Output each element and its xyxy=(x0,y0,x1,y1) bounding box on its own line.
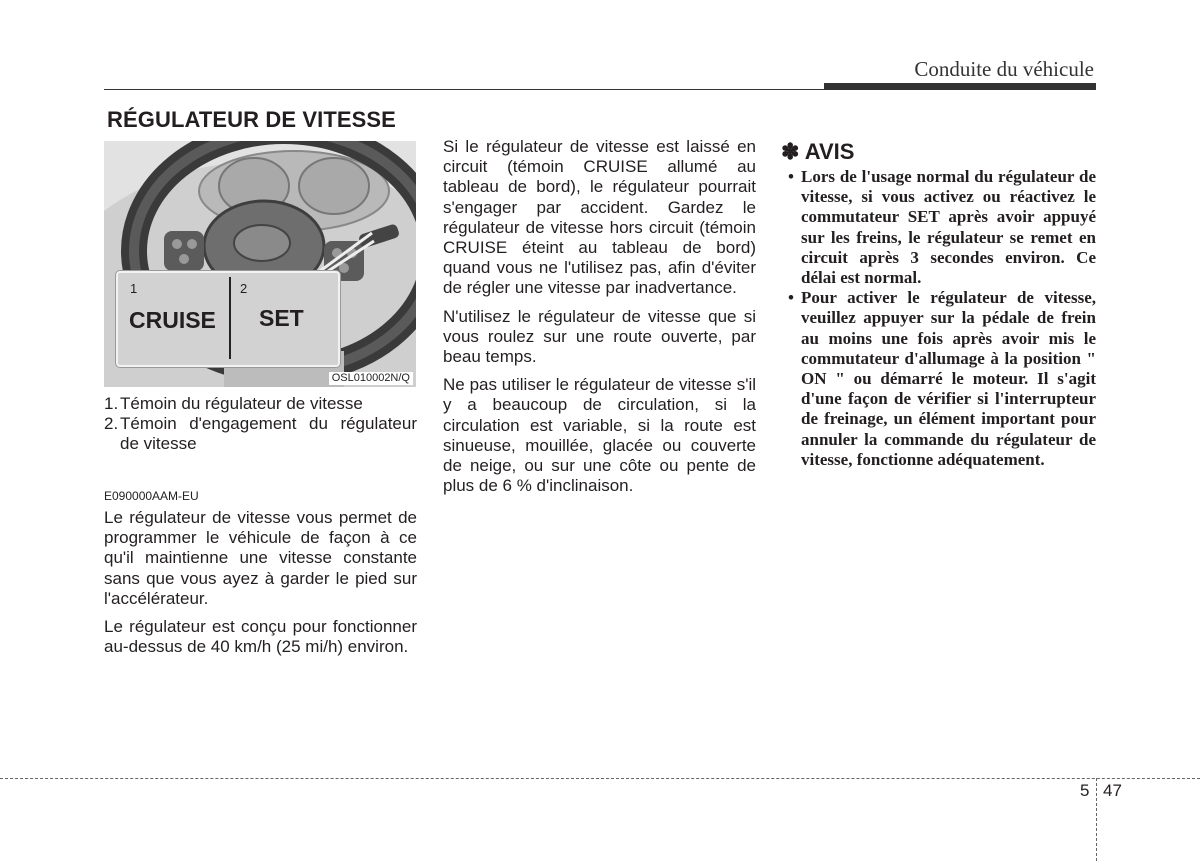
cruise-indicator-label: CRUISE xyxy=(129,307,216,333)
avis-item xyxy=(781,167,1096,288)
figure-code: OSL010002N/Q xyxy=(329,372,413,385)
paragraph: N'utilisez le régulateur de vitesse que si vous roulez sur une route ouverte, par beau temps. xyxy=(443,306,756,367)
footer-dashed-rule xyxy=(0,778,1200,779)
page-number: 47 xyxy=(1103,781,1122,800)
footer-dashed-divider xyxy=(1096,778,1097,861)
avis-title: AVIS xyxy=(804,139,855,164)
set-indicator-label: SET xyxy=(259,305,304,331)
running-header-title: Conduite du véhicule xyxy=(914,57,1094,81)
header-rule-thick xyxy=(824,83,1096,90)
legend-item-label: Témoin du régulateur de vitesse xyxy=(120,394,363,413)
avis-item xyxy=(781,288,1096,470)
avis-heading xyxy=(781,139,854,165)
intro-text xyxy=(104,508,417,665)
callout-number-2: 2 xyxy=(240,281,248,296)
paragraph: Si le régulateur de vitesse est laissé en circuit (témoin CRUISE allumé au tableau de bord), le régulateur pourrait s'engager par accident. Gardez le régulateur de vitesse hors circuit (témoin CRUISE éteint au tableau de bord) quand vous ne l'utilisez pas, afin d'éviter de régler une vitesse par inadvertance. xyxy=(443,137,756,298)
avis-item-text: Lors de l'usage normal du régulateur de vitesse, si vous activez ou réactivez le commutateur SET après avoir appuyé sur les freins, le régulateur se remet en circuit après 3 secondes environ. Ce délai est normal. xyxy=(801,167,1096,288)
paragraph: Le régulateur est conçu pour fonctionner au-dessus de 40 km/h (25 mi/h) environ. xyxy=(104,617,417,657)
legend-item-number: 1. xyxy=(104,394,119,413)
legend-item-number: 2. xyxy=(104,414,119,434)
section-title: RÉGULATEUR DE VITESSE xyxy=(107,107,396,132)
callout-divider xyxy=(229,277,231,359)
legend-item-label: Témoin d'engagement du régulateur de vitesse xyxy=(120,414,417,454)
legend-item xyxy=(104,414,417,454)
callout-number-1: 1 xyxy=(130,281,138,296)
bullet-icon: • xyxy=(788,167,794,186)
avis-asterisk-icon: ✽ xyxy=(781,139,800,164)
paragraph: Ne pas utiliser le régulateur de vitesse s'il y a beaucoup de circulation, si la circulation est variable, si la route est sinueuse, mouillée, glacée ou couverte de neige, ou sur une côte ou pente de plus de 6 % d'inclinaison. xyxy=(443,375,756,496)
cruise-set-callout xyxy=(116,271,340,367)
document-code: E090000AAM-EU xyxy=(104,489,199,503)
bullet-icon: • xyxy=(788,288,794,308)
warning-text xyxy=(443,137,756,504)
legend-item xyxy=(104,394,417,414)
header-rule-thin xyxy=(104,89,824,90)
avis-list xyxy=(781,167,1096,470)
chapter-number: 5 xyxy=(1080,781,1090,800)
steering-wheel-figure xyxy=(104,141,416,387)
avis-item-text: Pour activer le régulateur de vitesse, veuillez appuyer sur la pédale de frein au moins une fois après avoir mis le commutateur d'allumage à la position " ON " ou démarré le moteur. Il s'agit d'une façon de vérifier si l'interrupteur de freinage, un élément important pour annuler la commande du régulateur de vitesse, fonctionne adéquatement. xyxy=(801,288,1096,469)
figure-legend xyxy=(104,394,417,455)
paragraph: Le régulateur de vitesse vous permet de programmer le véhicule de façon à ce qu'il maintienne une vitesse constante sans que vous ayez à garder le pied sur l'accélérateur. xyxy=(104,508,417,608)
